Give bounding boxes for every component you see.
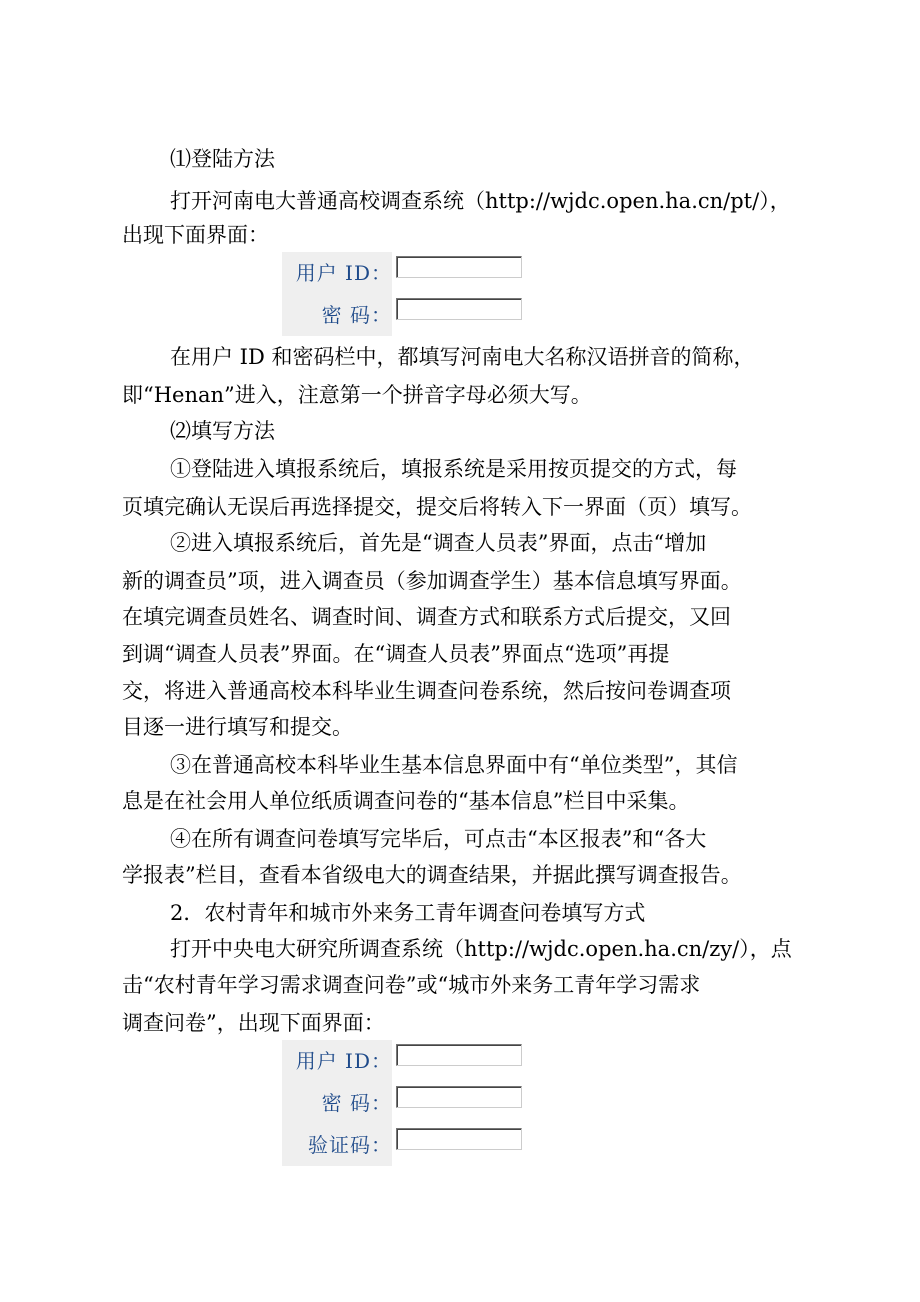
- paragraph-line: 打开河南电大普通高校调查系统（http://wjdc.open.ha.cn/pt/），: [170, 189, 791, 213]
- paragraph-line: 出现下面界面：: [122, 223, 269, 247]
- password-label: 密 码：: [321, 1091, 392, 1115]
- section-heading-rural: 2．农村青年和城市外来务工青年调查问卷填写方式: [170, 901, 646, 925]
- paragraph-line: 打开中央电大研究所调查系统（http://wjdc.open.ha.cn/zy/），点: [170, 937, 792, 961]
- paragraph-line: 新的调查员”项，进入调查员（参加调查学生）基本信息填写界面。: [122, 569, 742, 593]
- paragraph-line: 目逐一进行填写和提交。: [122, 715, 353, 739]
- section-heading-login: ⑴登陆方法: [170, 147, 275, 171]
- paragraph-line: 页填完确认无误后再选择提交，提交后将转入下一界面（页）填写。: [122, 495, 752, 519]
- password-input[interactable]: [396, 298, 522, 320]
- paragraph-line: 即“Henan”进入，注意第一个拼音字母必须大写。: [122, 383, 592, 407]
- paragraph-line: ④在所有调查问卷填写完毕后，可点击“本区报表”和“各大: [170, 827, 707, 851]
- password-input[interactable]: [396, 1086, 522, 1108]
- login-form-2: [282, 1040, 392, 1166]
- captcha-input[interactable]: [396, 1128, 522, 1150]
- paragraph-line: 学报表”栏目，查看本省级电大的调查结果，并据此撰写调查报告。: [122, 863, 742, 887]
- user-id-label: 用户 ID：: [295, 1049, 392, 1073]
- paragraph-line: 交，将进入普通高校本科毕业生调查问卷系统，然后按问卷调查项: [122, 679, 731, 703]
- paragraph-line: ③在普通高校本科毕业生基本信息界面中有“单位类型”，其信: [170, 753, 738, 777]
- user-id-input[interactable]: [396, 256, 522, 278]
- paragraph-line: 在填完调查员姓名、调查时间、调查方式和联系方式后提交，又回: [122, 605, 731, 629]
- password-label: 密 码：: [321, 303, 392, 327]
- paragraph-line: ②进入填报系统后，首先是“调查人员表”界面，点击“增加: [170, 531, 707, 555]
- paragraph-line: ①登陆进入填报系统后，填报系统是采用按页提交的方式，每: [170, 457, 737, 481]
- login-form-1: [282, 252, 392, 336]
- paragraph-line: 到调“调查人员表”界面。在“调查人员表”界面点“选项”再提: [122, 642, 670, 666]
- paragraph-line: 调查问卷”，出现下面界面：: [122, 1011, 385, 1035]
- paragraph-line: 击“农村青年学习需求调查问卷”或“城市外来务工青年学习需求: [122, 973, 701, 997]
- user-id-label: 用户 ID：: [295, 261, 392, 285]
- paragraph-line: 息是在社会用人单位纸质调查问卷的“基本信息”栏目中采集。: [122, 789, 690, 813]
- paragraph-line: 在用户 ID 和密码栏中，都填写河南电大名称汉语拼音的简称，: [170, 345, 755, 369]
- user-id-input[interactable]: [396, 1044, 522, 1066]
- section-heading-fill: ⑵填写方法: [170, 419, 275, 443]
- captcha-label: 验证码：: [308, 1133, 392, 1157]
